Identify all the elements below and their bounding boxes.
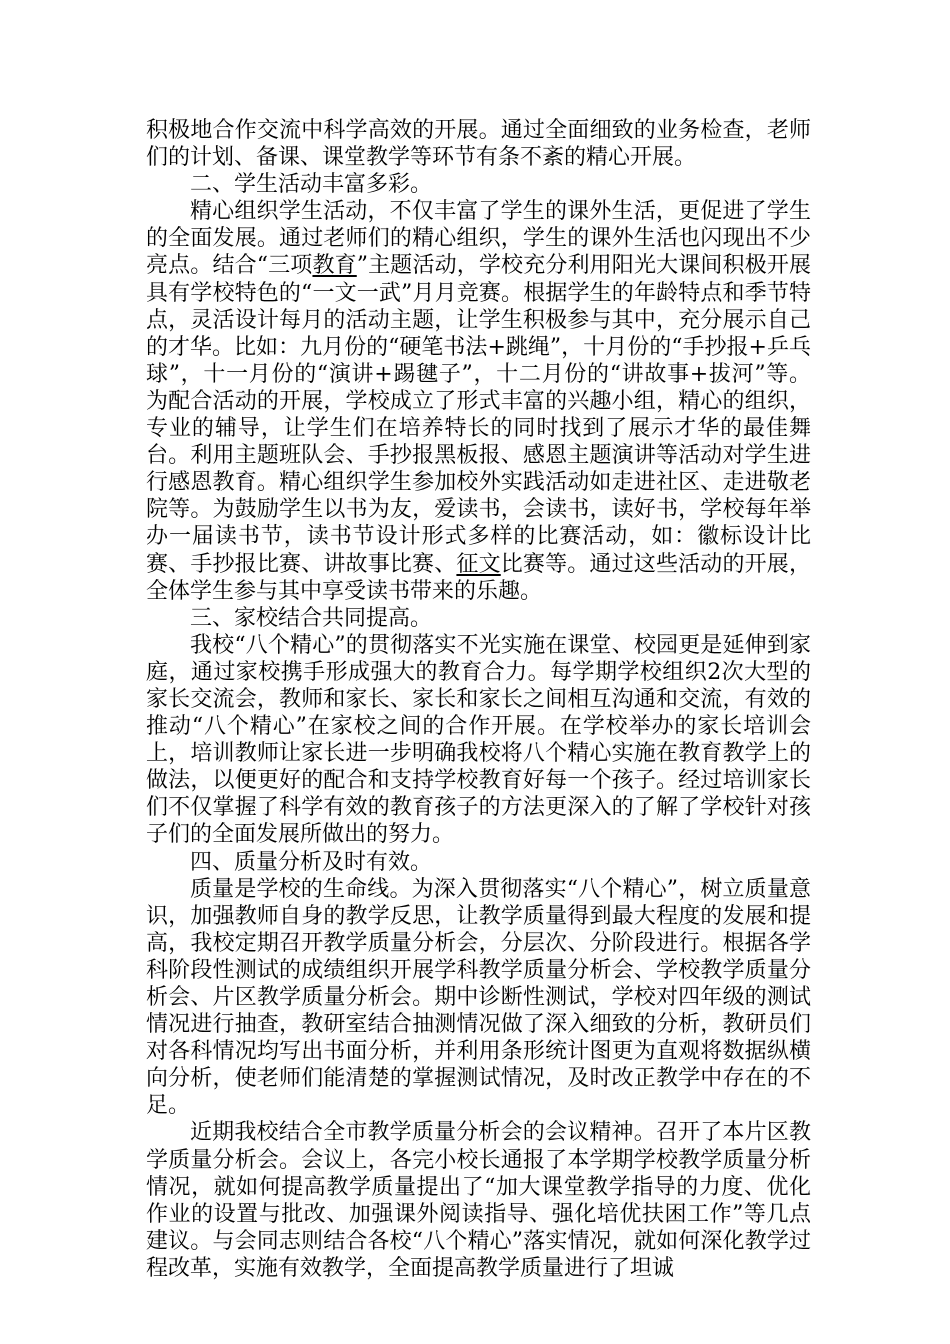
paragraph-text: 质量是学校的生命线。为深入贯彻落实“八个精心”，树立质量意识，加强教师自身的教学反思，让教学质量得到最大程度的发展和提高，我校定期召开教学质量分析会，分层次、分阶段进行。根据各学科阶段性测试的成绩组织开展学科教学质量分析会、学校教学质量分析会、片区教学质量分析会。期中诊断性测试，学校对四年级的测试情况进行抽查，教研室结合抽测情况做了深入细致的分析，教研员们对各科情况均写出书面分析，并利用条形统计图更为直观将数据纵横向分析，使老师们能清楚的掌握测试情况，及时改正教学中存在的不足。: [146, 876, 811, 1119]
paragraph-text: 二、学生活动丰富多彩。: [190, 172, 433, 198]
paragraph-text: 三、家校结合共同提高。: [190, 605, 433, 631]
paragraph: [146, 1119, 811, 1282]
paragraph-text: 近期我校结合全市教学质量分析会的会议精神。召开了本片区教学质量分析会。会议上，各完小校长通报了本学期学校教学质量分析情况，就如何提高教学质量提出了“加大课堂教学指导的力度、优化作业的设置与批改、加强课外阅读指导、强化培优扶困工作”等几点建议。与会同志则结合各校“八个精心”落实情况，就如何深化教学过程改革，实施有效教学，全面提高教学质量进行了坦诚: [146, 1120, 811, 1281]
paragraph-text: 四、质量分析及时有效。: [190, 849, 433, 875]
paragraph: [146, 632, 811, 849]
paragraph-text: ”主题活动，学校充分利用阳光大课间积极开展具有学校特色的“一文一武”月月竞赛。根据学生的年龄特点和季节特点，灵活设计每月的活动主题，让学生积极参与其中，充分展示自己的才华。比如：九月份的“硬笔书法+跳绳”，十月份的“手抄报+乒乓球”，十一月份的“演讲+踢毽子”，十二月份的“讲故事+拔河”等。为配合活动的开展，学校成立了形式丰富的兴趣小组，精心的组织，专业的辅导，让学生们在培养特长的同时找到了展示才华的最佳舞台。利用主题班队会、手抄报黑板报、感恩主题演讲等活动对学生进行感恩教育。精心组织学生参加校外实践活动如走进社区、走进敬老院等。为鼓励学生以书为友，爱读书，会读书，读好书，学校每年举办一届读书节，读书节设计形式多样的比赛活动，如：徽标设计比赛、手抄报比赛、讲故事比赛、: [146, 253, 812, 577]
paragraph-text: 我校“八个精心”的贯彻落实不光实施在课堂、校园更是延伸到家庭，通过家校携手形成强大的教育合力。每学期学校组织2次大型的家长交流会，教师和家长、家长和家长之间相互沟通和交流，有效的推动“八个精心”在家校之间的合作开展。在学校举办的家长培训会上，培训教师让家长进一步明确我校将八个精心实施在教育教学上的做法，以便更好的配合和支持学校教育好每一个孩子。经过培训家长们不仅掌握了科学有效的教育孩子的方法更深入的了解了学校针对孩子们的全面发展所做出的努力。: [146, 632, 811, 848]
paragraph: [146, 605, 811, 632]
paragraph-text: 精心组织学生活动，不仅丰富了学生的课外生活，更促进了学生的全面发展。通过老师们的精心组织，学生的课外生活也闪现出不少亮点。结合“三项: [146, 199, 811, 279]
paragraph: [146, 198, 811, 604]
paragraph: [146, 849, 811, 876]
paragraph-text: 比赛等。通过这些活动的开展，全体学生参与其中享受读书带来的乐趣。: [146, 551, 811, 604]
paragraph: [146, 117, 811, 171]
paragraph: [146, 171, 811, 198]
document-body: [146, 117, 811, 1282]
paragraph: [146, 876, 811, 1120]
paragraph-text: 积极地合作交流中科学高效的开展。通过全面细致的业务检查，老师们的计划、备课、课堂教学等环节有条不紊的精心开展。: [146, 118, 811, 171]
keyword-link[interactable]: 教育: [312, 253, 357, 279]
keyword-link[interactable]: 征文: [456, 551, 501, 577]
